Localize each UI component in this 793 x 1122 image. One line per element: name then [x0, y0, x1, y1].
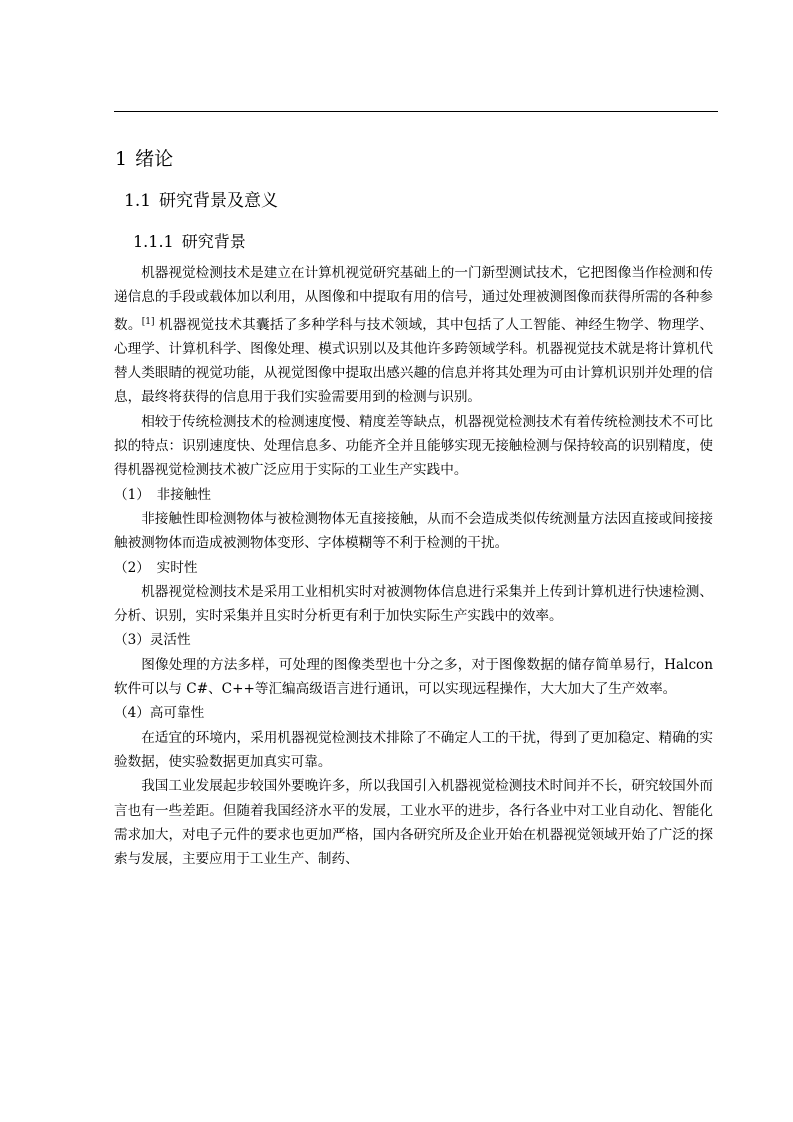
paragraph-noncontact: 非接触性即检测物体与被检测物体无直接接触，从而不会造成类似传统测量方法因直接或间接接触被测物体而造成被测物体变形、字体模糊等不利于检测的干扰。	[114, 510, 713, 552]
list-item-flexibility: （3）灵活性	[114, 632, 191, 649]
list-item-noncontact: （1） 非接触性	[114, 486, 212, 503]
paragraph-intro-part2: 机器视觉技术其囊括了多种学科与技术领域，其中包括了人工智能、神经生物学、物理学、心理学、计算机科学、图像处理、模式识别以及其他许多跨领域学科。机器视觉技术就是将计算机代替人类眼睛的视觉功能，从视觉图像中提取出感兴趣的信息并将其处理为可由计算机识别并处理的信息，最终将获得的信息用于我们实验需要用到的检测与识别。	[114, 316, 713, 406]
section-heading	[124, 190, 278, 212]
chapter-heading	[115, 147, 173, 171]
paragraph-intro-part1: 机器视觉检测技术是建立在计算机视觉研究基础上的一门新型测试技术，它把图像当作检测和传递信息的手段或载体加以利用，从图像和中提取有用的信号，通过处理被测图像而获得所需的各种参数。	[114, 265, 713, 333]
paragraph-realtime: 机器视觉检测技术是采用工业相机实时对被测物体信息进行采集并上传到计算机进行快速检测、分析、识别，实时采集并且实时分析更有利于加快实际生产实践中的效率。	[114, 583, 713, 625]
subsection-title: 研究背景	[181, 232, 246, 251]
list-item-realtime: （2） 实时性	[114, 559, 198, 576]
subsection-number: 1.1.1	[133, 232, 174, 251]
section-number: 1.1	[124, 191, 152, 211]
header-rule	[114, 111, 718, 112]
chapter-title: 绪论	[135, 148, 174, 170]
citation-ref: [1]	[141, 316, 155, 327]
list-item-reliability: （4）高可靠性	[114, 705, 205, 722]
subsection-heading	[133, 231, 246, 253]
body-text	[114, 261, 713, 871]
paragraph-domestic: 我国工业发展起步较国外要晚许多，所以我国引入机器视觉检测技术时间并不长，研究较国外而言也有一些差距。但随着我国经济水平的发展，工业水平的进步，各行各业中对工业自动化、智能化需求加大，对电子元件的要求也更加严格，国内各研究所及企业开始在机器视觉领域开始了广泛的探索与发展，主要应用于工业生产、制药、	[114, 778, 713, 868]
paragraph-comparison: 相较于传统检测技术的检测速度慢、精度差等缺点，机器视觉检测技术有着传统检测技术不可比拟的特点：识别速度快、处理信息多、功能齐全并且能够实现无接触检测与保持较高的识别精度，使得机器视觉检测技术被广泛应用于实际的工业生产实践中。	[114, 413, 713, 479]
chapter-number: 1	[115, 148, 128, 170]
paragraph-intro	[114, 261, 713, 410]
paragraph-flexibility: 图像处理的方法多样，可处理的图像类型也十分之多，对于图像数据的储存简单易行，Halcon 软件可以与 C#、C++等汇编高级语言进行通讯，可以实现远程操作，大大加大了生产效率。	[114, 656, 713, 698]
paragraph-reliability: 在适宜的环境内，采用机器视觉检测技术排除了不确定人工的干扰，得到了更加稳定、精确的实验数据，使实验数据更加真实可靠。	[114, 729, 713, 770]
section-title: 研究背景及意义	[159, 191, 279, 211]
